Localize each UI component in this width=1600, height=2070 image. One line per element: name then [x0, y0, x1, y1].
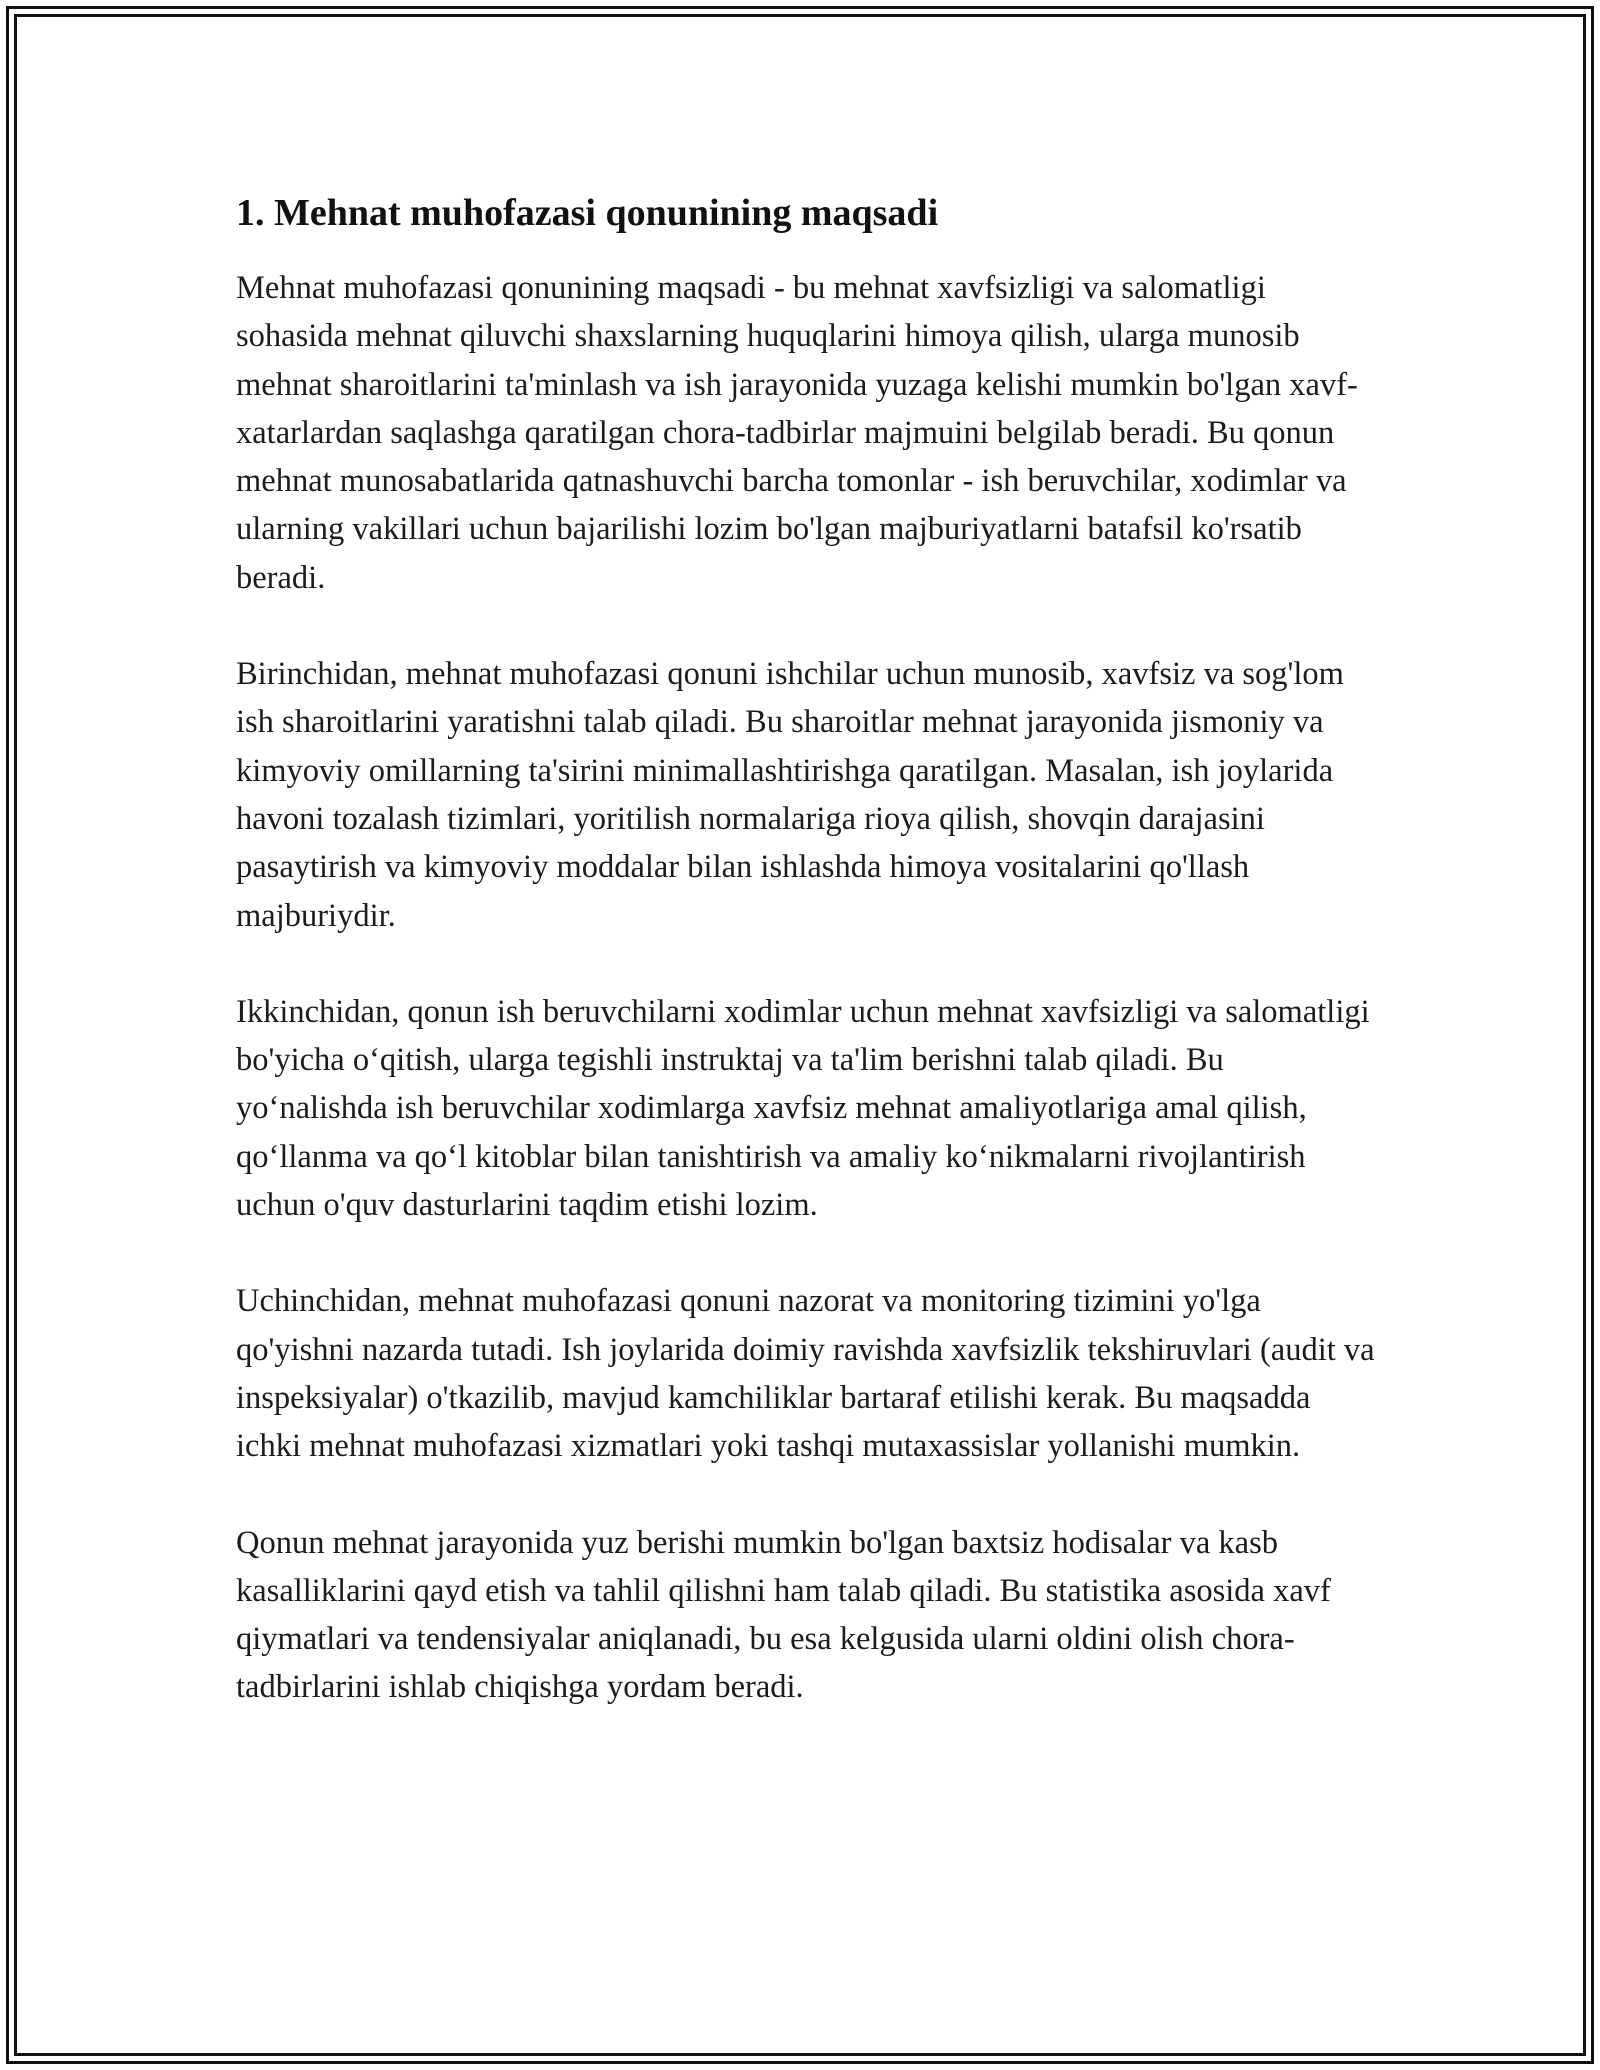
paragraph-intro: Mehnat muhofazasi qonunining maqsadi - bu mehnat xavfsizligi va salomatligi sohasida mehnat qiluvchi shaxslarning huquqlarini himoya qilish, ularga munosib mehnat sharoitlarini ta'minlash va ish jarayonida yuzaga kelishi mumkin bo'lgan xavf-xatarlardan saqlashga qaratilgan chora-tadbirlar majmuini belgilab beradi. Bu qonun mehnat munosabatlarida qatnashuvchi barcha tomonlar - ish beruvchilar, xodimlar va ularning vakillari uchun bajarilishi lozim bo'lgan majburiyatlarni batafsil ko'rsatib beradi.: [236, 270, 1358, 596]
document-body: [236, 188, 1376, 1760]
paragraph-second-point: Ikkinchidan, qonun ish beruvchilarni xodimlar uchun mehnat xavfsizligi va salomatligi bo'yicha o‘qitish, ularga tegishli instruktaj va ta'lim berishni talab qiladi. Bu yo‘nalishda ish beruvchilar xodimlarga xavfsiz mehnat amaliyotlariga amal qilish, qo‘llanma va qo‘l kitoblar bilan tanishtirish va amaliy ko‘nikmalarni rivojlantirish uchun o'quv dasturlarini taqdim etishi lozim.: [236, 993, 1370, 1224]
paragraph-third-point: Uchinchidan, mehnat muhofazasi qonuni nazorat va monitoring tizimini yo'lga qo'yishni nazarda tutadi. Ish joylarida doimiy ravishda xavfsizlik tekshiruvlari (audit va inspeksiyalar) o'tkazilib, mavjud kamchiliklar bartaraf etilishi kerak. Bu maqsadda ichki mehnat muhofazasi xizmatlari yoki tashqi mutaxassislar yollanishi mumkin.: [236, 1283, 1375, 1465]
paragraph-first-point: Birinchidan, mehnat muhofazasi qonuni ishchilar uchun munosib, xavfsiz va sog'lom ish sharoitlarini yaratishni talab qiladi. Bu sharoitlar mehnat jarayonida jismoniy va kimyoviy omillarning ta'sirini minimallashtirishga qaratilgan. Masalan, ish joylarida havoni tozalash tizimlari, yoritilish normalariga rioya qilish, shovqin darajasini pasaytirish va kimyoviy moddalar bilan ishlashda himoya vositalarini qo'llash majburiydir.: [236, 656, 1344, 934]
paragraph-conclusion: Qonun mehnat jarayonida yuz berishi mumkin bo'lgan baxtsiz hodisalar va kasb kasalliklarini qayd etish va tahlil qilishni ham talab qiladi. Bu statistika asosida xavf qiymatlari va tendensiyalar aniqlanadi, bu esa kelgusida ularni oldini olish chora-tadbirlarini ishlab chiqishga yordam beradi.: [236, 1524, 1331, 1706]
section-heading: 1. Mehnat muhofazasi qonunining maqsadi: [236, 192, 939, 234]
